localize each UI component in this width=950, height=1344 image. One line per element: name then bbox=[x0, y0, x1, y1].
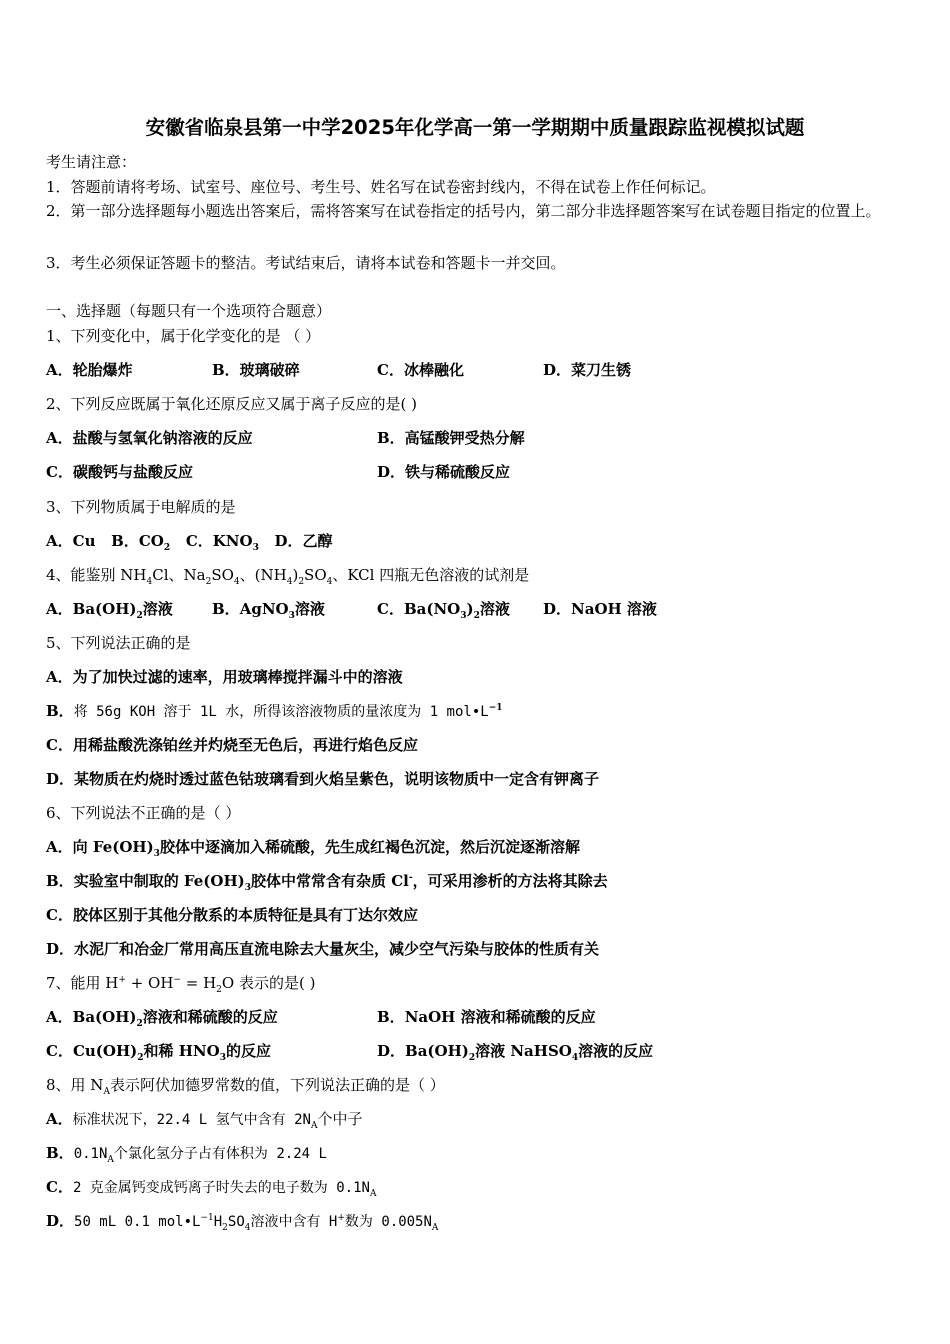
q3-option-a: Cu bbox=[72, 532, 96, 550]
q1-option-b: B．玻璃破碎 bbox=[212, 361, 300, 379]
notice-item: 2．第一部分选择题每小题选出答案后，需将答案写在试卷指定的括号内，第二部分非选择题答案写在试卷题目指定的位置上。 bbox=[46, 202, 881, 220]
option-label: A． bbox=[46, 532, 73, 550]
q8-option-d: D．50 mL 0.1 $mol•L^{-1}H_2SO_4$溶液中含有 H+数为 $0.005N_A$ bbox=[46, 1212, 439, 1233]
q1-option-d: D．菜刀生锈 bbox=[543, 361, 632, 379]
question-stem-3: 3、下列物质属于电解质的是 bbox=[46, 498, 236, 516]
question-stem-7: 7、能用 $H^+ + OH^- = H_2O$ 表示的是( ) bbox=[46, 974, 316, 995]
q2-option-d: D．铁与稀硫酸反应 bbox=[377, 463, 511, 481]
question-stem-1: 1、下列变化中，属于化学变化的是 （ ） bbox=[46, 327, 321, 345]
option-label: C． bbox=[185, 532, 213, 550]
section-heading: 一、选择题（每题只有一个选项符合题意） bbox=[46, 302, 332, 320]
q4-option-d: D．NaOH 溶液 bbox=[543, 600, 657, 618]
q2-option-c: C．碳酸钙与盐酸反应 bbox=[46, 463, 193, 481]
q2-option-b: B．高锰酸钾受热分解 bbox=[377, 429, 525, 447]
q4-option-c: C．$Ba(NO_3)_2$溶液 bbox=[377, 600, 510, 621]
q3-options: A．Cu B．$CO_2$ C．$KNO_3$ D．乙醇 bbox=[46, 532, 333, 553]
q6-option-a: A．向 $Fe(OH)_3$胶体中逐滴加入稀硫酸，先生成红褐色沉淀，然后沉淀逐渐溶解 bbox=[46, 838, 580, 859]
q8-option-b: B．$0.1N_A$个氯化氢分子占有体积为 2.24 L bbox=[46, 1144, 327, 1165]
notice-item: 3．考生必须保证答题卡的整洁。考试结束后，请将本试卷和答题卡一并交回。 bbox=[46, 254, 566, 272]
q5-option-b: B．将 56g KOH 溶于 1L 水，所得该溶液物质的量浓度为 1 $mol•L^{-1}$ bbox=[46, 702, 503, 720]
q4-option-b: B．AgNO$_3$溶液 bbox=[212, 600, 325, 621]
q2-option-a: A．盐酸与氢氧化钠溶液的反应 bbox=[46, 429, 253, 447]
q3-option-c: KNO bbox=[212, 532, 253, 550]
question-stem-2: 2、下列反应既属于氧化还原反应又属于离子反应的是( ) bbox=[46, 395, 418, 413]
q1-option-c: C．冰棒融化 bbox=[377, 361, 464, 379]
option-label: B． bbox=[111, 532, 139, 550]
question-stem-8: 8、用 $N_A$表示阿伏加德罗常数的值，下列说法正确的是（ ） bbox=[46, 1076, 445, 1097]
q3-option-d: 乙醇 bbox=[302, 532, 333, 550]
q8-option-a: A．标准状况下，22.4 L 氢气中含有 $2N_A$个中子 bbox=[46, 1110, 363, 1131]
q5-option-c: C．用稀盐酸洗涤铂丝并灼烧至无色后，再进行焰色反应 bbox=[46, 736, 418, 754]
q6-option-b: B．实验室中制取的 $Fe(OH)_3$胶体中常常含有杂质 Cl-，可采用渗析的方法将其除去 bbox=[46, 872, 608, 893]
q7-option-c: C．$Cu(OH)_2$和稀 $HNO_3$的反应 bbox=[46, 1042, 271, 1063]
q3-option-b: CO bbox=[138, 532, 164, 550]
q1-option-a: A．轮胎爆炸 bbox=[46, 361, 133, 379]
option-label: D． bbox=[274, 532, 303, 550]
q7-option-d: D．$Ba(OH)_2$溶液 NaHSO$_4$溶液的反应 bbox=[377, 1042, 654, 1063]
question-stem-6: 6、下列说法不正确的是（ ） bbox=[46, 804, 241, 822]
page-title: 安徽省临泉县第一中学2025年化学高一第一学期期中质量跟踪监视模拟试题 bbox=[145, 116, 805, 139]
q6-option-d: D．水泥厂和冶金厂常用高压直流电除去大量灰尘，减少空气污染与胶体的性质有关 bbox=[46, 940, 600, 958]
question-stem-5: 5、下列说法正确的是 bbox=[46, 634, 191, 652]
q5-option-d: D．某物质在灼烧时透过蓝色钴玻璃看到火焰呈紫色，说明该物质中一定含有钾离子 bbox=[46, 770, 600, 788]
question-stem-4: 4、能鉴别 $NH_4Cl$、$Na_2SO_4$、$(NH_4)_2SO_4$、KCl 四瓶无色溶液的试剂是 bbox=[46, 566, 530, 587]
notice-item: 1．答题前请将考场、试室号、座位号、考生号、姓名写在试卷密封线内，不得在试卷上作任何标记。 bbox=[46, 178, 716, 196]
q5-option-a: A．为了加快过滤的速率，用玻璃棒搅拌漏斗中的溶液 bbox=[46, 668, 403, 686]
q6-option-c: C．胶体区别于其他分散系的本质特征是具有丁达尔效应 bbox=[46, 906, 418, 924]
q8-option-c: C．2 克金属钙变成钙离子时失去的电子数为 $0.1N_A$ bbox=[46, 1178, 377, 1199]
notice-heading: 考生请注意： bbox=[46, 153, 137, 171]
q7-option-b: B．NaOH 溶液和稀硫酸的反应 bbox=[377, 1008, 596, 1026]
q7-option-a: A．$Ba(OH)_2$溶液和稀硫酸的反应 bbox=[46, 1008, 278, 1029]
q4-option-a: A．$Ba(OH)_2$溶液 bbox=[46, 600, 173, 621]
